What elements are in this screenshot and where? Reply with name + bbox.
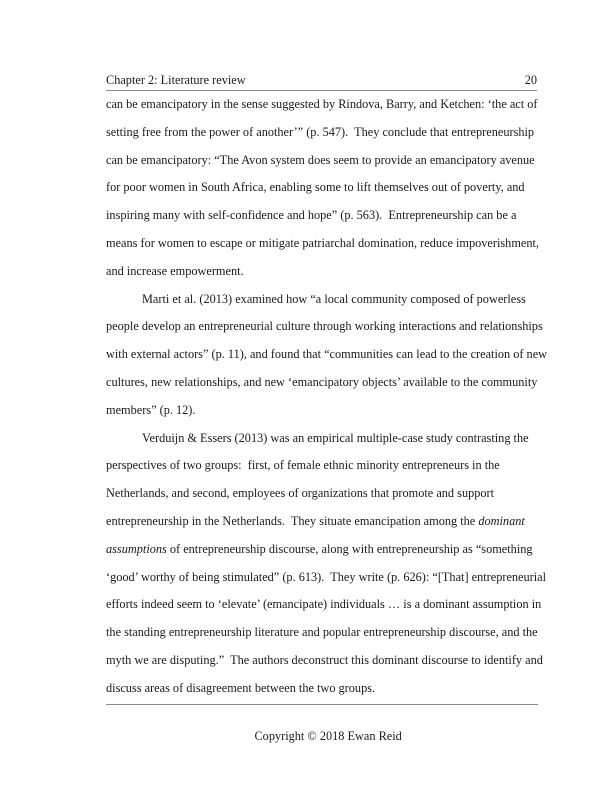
text-line: cultures, new relationships, and new ‘emancipatory objects’ available to the community [106,374,538,389]
paragraph [106,425,546,703]
paragraph [106,91,546,286]
text-line [106,508,546,536]
text-line: Marti et al. (2013) examined how “a local community composed of powerless [142,291,526,306]
text-line: Netherlands, and second, employees of organizations that promote and support [106,486,495,501]
text-line: means for women to escape or mitigate patriarchal domination, reduce impoverishment, [106,235,539,250]
text-line: the standing entrepreneurship literature and popular entrepreneurship discourse, and the [106,625,538,640]
text-line: for poor women in South Africa, enabling some to lift themselves out of poverty, and [106,180,525,195]
text-line: efforts indeed seem to ‘elevate’ (emancipate) individuals … is a dominant assumption in [106,597,542,612]
text-line: Verduijn & Essers (2013) was an empirical multiple-case study contrasting the [142,430,529,445]
italic-text: dominant [478,513,525,528]
text-line: and increase empowerment. [106,263,244,278]
page-footer [106,706,538,766]
document-body [106,91,546,703]
text-line: setting free from the power of another’” (p. 547). They conclude that entrepreneurship [106,124,535,139]
copyright-notice: Copyright © 2018 Ewan Reid [254,729,402,743]
text-segment: entrepreneurship in the Netherlands. They situate emancipation among the [106,513,479,528]
text-line: can be emancipatory: “The Avon system does seem to provide an emancipatory avenue [106,152,535,167]
italic-text: assumptions [106,541,167,556]
footer-rule [106,704,538,705]
running-head: Chapter 2: Literature review [106,73,246,87]
text-line: myth we are disputing.” The authors deconstruct this dominant discourse to identify and [106,652,543,667]
paragraph [106,286,546,425]
text-line: inspiring many with self-confidence and hope” (p. 563). Entrepreneurship can be a [106,208,517,223]
text-segment: of entrepreneurship discourse, along with entrepreneurship as “something [166,541,533,556]
text-line [106,536,546,564]
page-number: 20 [524,73,537,87]
text-line: discuss areas of disagreement between the two groups. [106,680,376,695]
text-line: can be emancipatory in the sense suggested by Rindova, Barry, and Ketchen: ‘the act of [106,97,538,111]
text-line: perspectives of two groups: first, of female ethnic minority entrepreneurs in the [106,458,500,473]
page-header [106,72,537,88]
text-line: ‘good’ worthy of being stimulated” (p. 613). They write (p. 626): “[That] entrepreneurial [106,569,547,584]
text-line: people develop an entrepreneurial culture through working interactions and relationships [106,319,543,334]
text-line: members” (p. 12). [106,402,196,417]
text-line: with external actors” (p. 11), and found that “communities can lead to the creation of new [106,347,548,362]
